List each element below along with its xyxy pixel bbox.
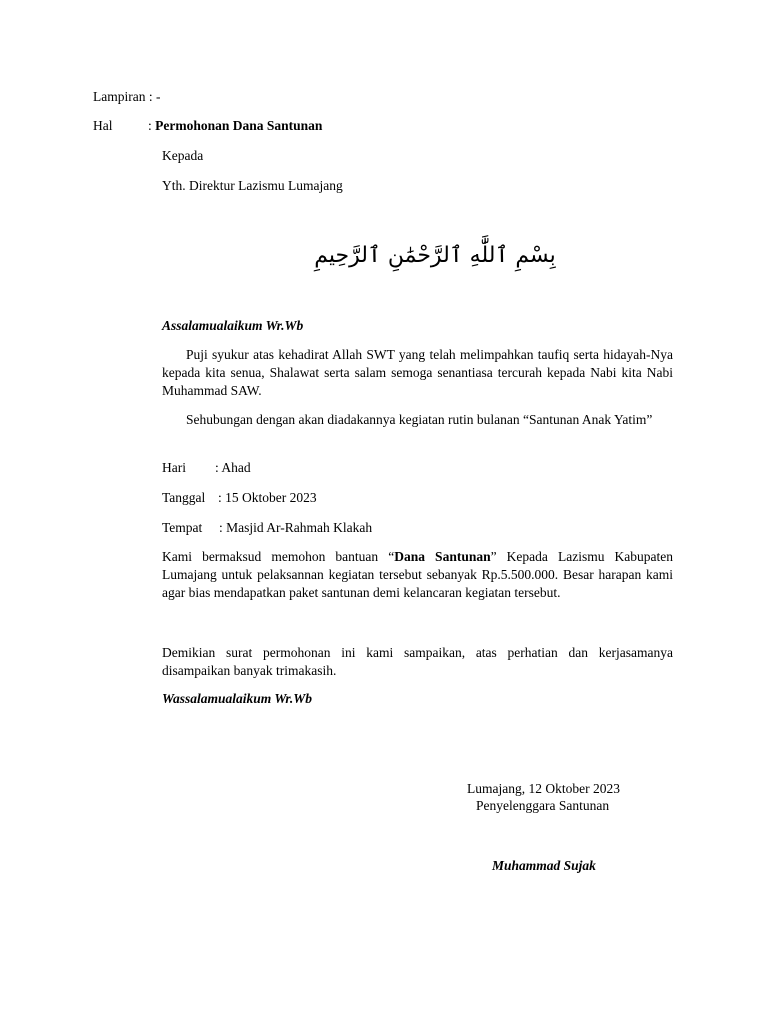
signer-role: Penyelenggara Santunan: [476, 798, 610, 813]
lampiran-line: Lampiran : -: [93, 89, 161, 104]
paragraph-event: Sehubungan dengan akan diadakannya kegiatan rutin bulanan “Santunan Anak Yatim”: [186, 412, 653, 427]
request-text-before: Kami bermaksud memohon bantuan “: [162, 549, 395, 564]
subject: Permohonan Dana Santunan: [155, 118, 323, 133]
hal-separator: :: [148, 118, 152, 133]
paragraph-opening: Puji syukur atas kehadirat Allah SWT yang telah melimpahkan taufiq serta hidayah-Nya kepada kita senua, Shalawat serta salam semoga senantiasa tercurah kepada Nabi kita Nabi Muhammad SAW.: [162, 347, 673, 398]
detail-label-hari: Hari: [162, 460, 186, 475]
hal-value-line: [148, 117, 322, 135]
kepada-label: Kepada: [162, 148, 204, 163]
detail-label-tanggal: Tanggal: [162, 490, 206, 505]
recipient: Yth. Direktur Lazismu Lumajang: [162, 178, 343, 193]
detail-value-tanggal: : 15 Oktober 2023: [218, 490, 317, 505]
basmala: بِسْمِ ٱللَّٰهِ ٱلرَّحْمَٰنِ ٱلرَّحِيمِ: [314, 243, 556, 268]
closing-salutation: Wassalamualaikum Wr.Wb: [162, 691, 313, 706]
detail-label-tempat: Tempat: [162, 520, 203, 535]
hal-label: Hal: [93, 118, 113, 133]
signer-name: Muhammad Sujak: [492, 858, 596, 873]
paragraph-closing: Demikian surat permohonan ini kami sampaikan, atas perhatian dan kerjasamanya disampaikan banyak trimakasih.: [162, 645, 673, 678]
detail-value-tempat: : Masjid Ar-Rahmah Klakah: [219, 520, 373, 535]
request-text-after: ” Kepada Lazismu Kabupaten Lumajang untuk pelaksannan kegiatan tersebut sebanyak Rp.5.500.000. Besar harapan kami agar bias mendapatkan paket santunan demi kelancaran kegiatan tersebut.: [162, 549, 673, 600]
hal-line: [93, 117, 113, 135]
detail-value-hari: : Ahad: [215, 460, 251, 475]
greeting: Assalamualaikum Wr.Wb: [162, 318, 304, 333]
place-date: Lumajang, 12 Oktober 2023: [467, 781, 620, 796]
paragraph-request: [162, 548, 673, 602]
request-highlight: Dana Santunan: [394, 549, 491, 564]
